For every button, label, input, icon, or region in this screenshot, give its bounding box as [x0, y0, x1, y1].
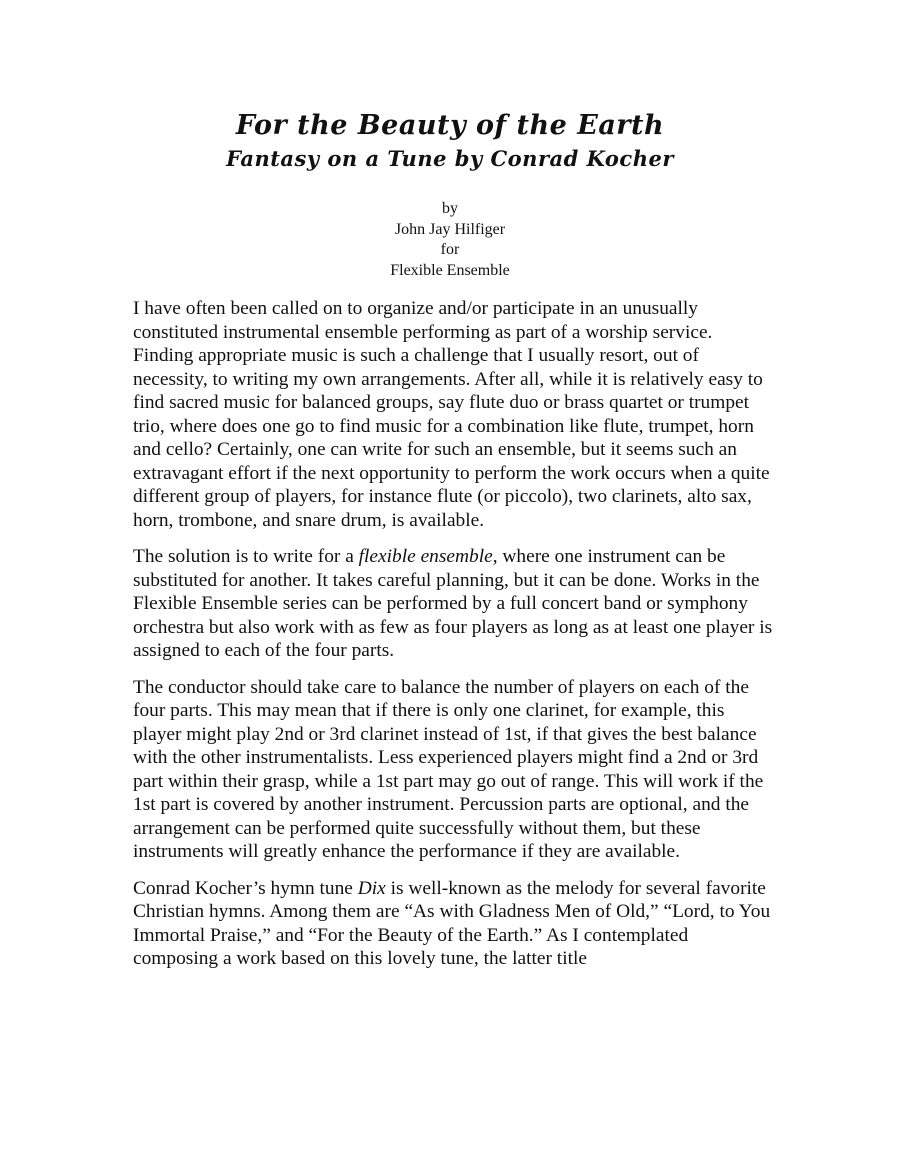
- paragraph-3: The conductor should take care to balance the number of players on each of the four parts. This may mean that if there is only one clarinet, for example, this player might play 2nd or 3rd clarinet instead of 1st, if that gives the best balance with the other instrumentalists. Less experienced players might find a 2nd or 3rd part within their grasp, while a 1st part may go out of range. This will work if the 1st part is covered by another instrument. Percussion parts are optional, and the arrangement can be performed quite successfully without them, but these instruments will greatly enhance the performance if they are available.: [133, 676, 764, 862]
- byline-for: for: [440, 241, 460, 258]
- ensemble-name: Flexible Ensemble: [390, 261, 510, 279]
- paragraph-4: [133, 877, 773, 971]
- composer-name: John Jay Hilfiger: [394, 220, 506, 238]
- paragraph-1: I have often been called on to organize and/or participate in an unusually constituted instrumental ensemble performing as part of a worship service. Finding appropriate music is such a challenge that I usually resort, out of necessity, to writing my own arrangements. After all, while it is relatively easy to find sacred music for balanced groups, say flute duo or brass quartet or trumpet trio, where does one go to find music for a combination like flute, trumpet, horn and cello? Certainly, one can write for such an ensemble, but it seems such an extravagant effort if the next opportunity to perform the work occurs when a quite different group of players, for instance flute (or piccolo), two clarinets, alto sax, horn, trombone, and snare drum, is available.: [133, 298, 770, 531]
- byline: [0, 199, 900, 281]
- paragraph-2-text-before: The solution is to write for a: [133, 546, 359, 567]
- paragraph-4-text-before: Conrad Kocher’s hymn tune: [133, 877, 358, 899]
- paragraph-4-text-after: is well-known as the melody for several favorite Christian hymns. Among them are “As with Gladness Men of Old,” “Lord, to You Immortal Praise,” and “For the Beauty of the Earth.” As I contemplated composing a work based on this lovely tune, the latter title: [133, 877, 771, 969]
- paragraph-2-emphasis: flexible ensemble: [358, 546, 493, 567]
- document-title: For the Beauty of the Earth: [235, 110, 665, 141]
- paragraph-4-emphasis: Dix: [357, 877, 386, 899]
- body-text: [133, 297, 773, 984]
- document-subtitle: Fantasy on a Tune by Conrad Kocher: [226, 146, 674, 171]
- paragraph-2: [133, 545, 773, 663]
- byline-by: by: [442, 200, 458, 217]
- paragraph-2-text-after: , where one instrument can be substituted for another. It takes careful planning, but it can be done. Works in the Flexible Ensemble series can be performed by a full concert band or symphony orchestra but also work with as few as four players as long as at least one player is assigned to each of the four parts.: [133, 546, 773, 661]
